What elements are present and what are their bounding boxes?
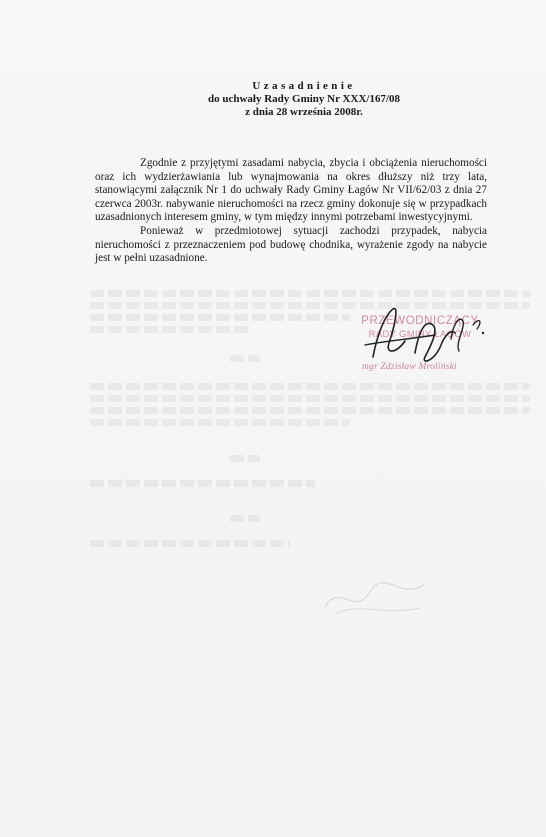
bleed-through-line	[90, 407, 530, 414]
bleed-through-signature	[320, 572, 430, 622]
resolution-reference: do uchwały Rady Gminy Nr XXX/167/08	[207, 93, 400, 105]
resolution-date: z dnia 28 września 2008r.	[245, 106, 363, 118]
stamp-title: PRZEWODNICZĄCY	[361, 315, 479, 327]
justification-body	[95, 157, 487, 266]
paragraph: Ponieważ w przedmiotowej sytuacji zachodzi przypadek, nabycia nieruchomości z przeznaczeniem pod budowę chodnika, wyrażenie zgody na nabycie jest w pełni uzasadnione.	[95, 224, 487, 265]
bleed-through-line	[230, 515, 260, 522]
document-heading	[0, 80, 546, 119]
bleed-through-line	[90, 540, 290, 547]
bleed-through-line	[90, 326, 250, 333]
stamp-signatory-name: mgr Zdzisław Mroliński	[362, 362, 457, 372]
stamp-council: RADY GMINY ŁAGÓW	[368, 329, 472, 340]
bleed-through-line	[90, 395, 530, 402]
bleed-through-line	[230, 455, 260, 462]
handwritten-signature	[355, 295, 495, 375]
bleed-through-line	[230, 355, 260, 362]
bleed-through-line	[90, 419, 350, 426]
document-title: Uzasadnienie	[252, 80, 356, 92]
paragraph: Zgodnie z przyjętymi zasadami nabycia, zbycia i obciążenia nieruchomości oraz ich wydzierżawiania lub wynajmowania na okres dłuższy niż trzy lata, stanowiącymi załącznik Nr 1 do uchwały Rady Gminy Łagów Nr VII/62/03 z dnia 27 czerwca 2003r. nabywanie nieruchomości na rzecz gminy dokonuje się w przypadkach uzasadnionych interesem gminy, w tym między innymi potrzebami inwestycyjnymi.	[95, 157, 487, 224]
bleed-through-line	[90, 314, 350, 321]
bleed-through-line	[90, 480, 315, 487]
bleed-through-line	[90, 383, 530, 390]
